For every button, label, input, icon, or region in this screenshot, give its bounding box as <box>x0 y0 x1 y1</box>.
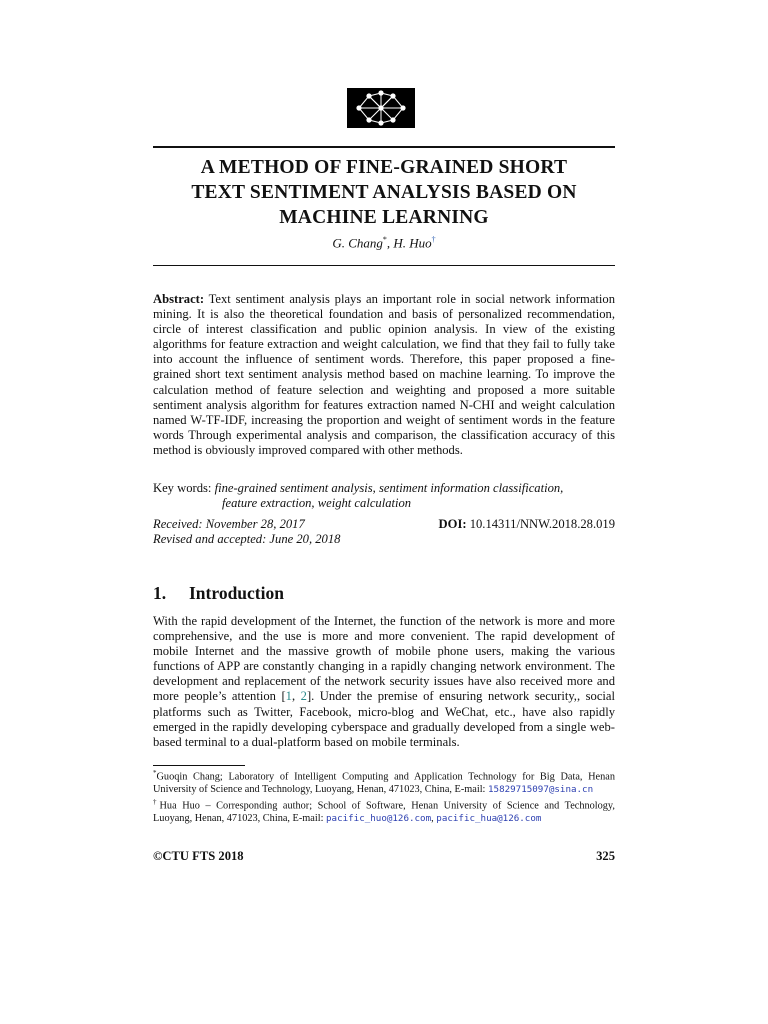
footnotes <box>153 767 615 825</box>
doi-label: DOI: <box>438 517 467 531</box>
intro-text-part-1: With the rapid development of the Internet, the function of the network is more and more comprehensive, and the use is more and more convenient. The rapid development of mobile Internet and the massive growth of mobile phone users, making the various functions of APP are constantly changing in a rapidly changing network environment. The development and replacement of the network security issues have also received more and more people’s attention [ <box>153 614 615 704</box>
network-graph-icon <box>347 88 415 128</box>
footnote-1 <box>153 767 615 796</box>
journal-logo <box>347 88 415 128</box>
citation-link[interactable]: 1 <box>285 689 292 704</box>
footnote-rule <box>153 765 245 766</box>
email-link[interactable]: pacific_huo@126.com <box>326 813 432 825</box>
page-number: 325 <box>596 849 615 863</box>
author-footnote-mark[interactable]: † <box>431 235 436 244</box>
author-name: H. Huo <box>393 235 432 251</box>
copyright: ©CTU FTS 2018 <box>153 849 244 863</box>
citation-link[interactable]: 2 <box>300 689 307 704</box>
title-bottom-rule <box>153 265 615 266</box>
intro-paragraph <box>153 614 615 750</box>
footnote-text: Guoqin Chang; Laboratory of Intelligent Computing and Application Technology for Big Data, Henan University of Science and Technology, Luoyang, Henan, 471023, China, E-mail: <box>153 771 615 795</box>
email-link[interactable]: 15829715097@sina.cn <box>488 783 594 795</box>
abstract-text: Text sentiment analysis plays an important role in social network information mining. It is also the theoretical foundation and basis of personalized recommendation, circle of interest classification and public opinion analysis. In view of the existing algorithms for feature extraction and weight calculation, we find that they fail to fully take into account the influence of sentiment words. Therefore, this paper proposed a fine-grained short text sentiment analysis method based on machine learning. To improve the calculation method of feature selection and weighting and proposed a more suitable sentiment analysis algorithm for features extraction named N-CHI and weight calculation named W-TF-IDF, increasing the proportion and weight of sentiment words in the feature words Through experimental analysis and comparison, the classification accuracy of this method is obviously improved compared with other methods. <box>153 292 615 457</box>
author-separator: , <box>386 235 394 251</box>
doi-value: 10.14311/NNW.2018.28.019 <box>469 517 615 531</box>
doi <box>439 517 615 532</box>
abstract-label: Abstract: <box>153 292 205 306</box>
received-date: Received: November 28, 2017 <box>153 517 305 531</box>
keywords-label: Key words: <box>153 481 212 495</box>
keywords-line-1: fine-grained sentiment analysis, sentiment information classification, <box>214 481 564 495</box>
author-footnote-mark: * <box>382 235 387 244</box>
section-heading <box>153 583 615 604</box>
email-separator: , <box>431 813 437 825</box>
revised-date: Revised and accepted: June 20, 2018 <box>153 532 341 547</box>
email-link[interactable]: pacific_hua@126.com <box>436 813 542 825</box>
dates-block <box>153 517 615 547</box>
keywords <box>153 481 615 511</box>
abstract <box>153 292 615 458</box>
footnote-text: Hua Huo – Corresponding author; School of Software, Henan University of Science and Technology, Luoyang, Henan, 471023, China, E-mail: <box>153 800 615 825</box>
citation-separator: , <box>291 689 301 704</box>
authors <box>153 235 615 251</box>
footnote-2 <box>153 796 615 825</box>
footnote-mark: * <box>153 769 157 777</box>
author-name: G. Chang <box>332 235 383 251</box>
intro-text-part-2: ]. Under the premise of ensuring network security,, social platforms such as Twitter, Facebook, micro-blog and WeChat, etc., have also rapidly emerged in the rapidly developing cyberspace and gradually developed from a single web-based terminal to a dual-platform based on mobile terminals. <box>153 689 615 749</box>
section-title: Introduction <box>189 583 284 603</box>
title-line-1: A METHOD OF FINE-GRAINED SHORT <box>200 157 568 178</box>
footnote-mark: † <box>153 798 160 807</box>
keywords-line-2: feature extraction, weight calculation <box>222 496 412 511</box>
paper-title <box>153 155 615 230</box>
title-line-2: TEXT SENTIMENT ANALYSIS BASED ON <box>191 182 577 203</box>
page-footer <box>153 849 615 864</box>
top-rule <box>153 146 615 148</box>
section-number: 1. <box>153 583 167 603</box>
title-line-3: MACHINE LEARNING <box>279 207 489 228</box>
